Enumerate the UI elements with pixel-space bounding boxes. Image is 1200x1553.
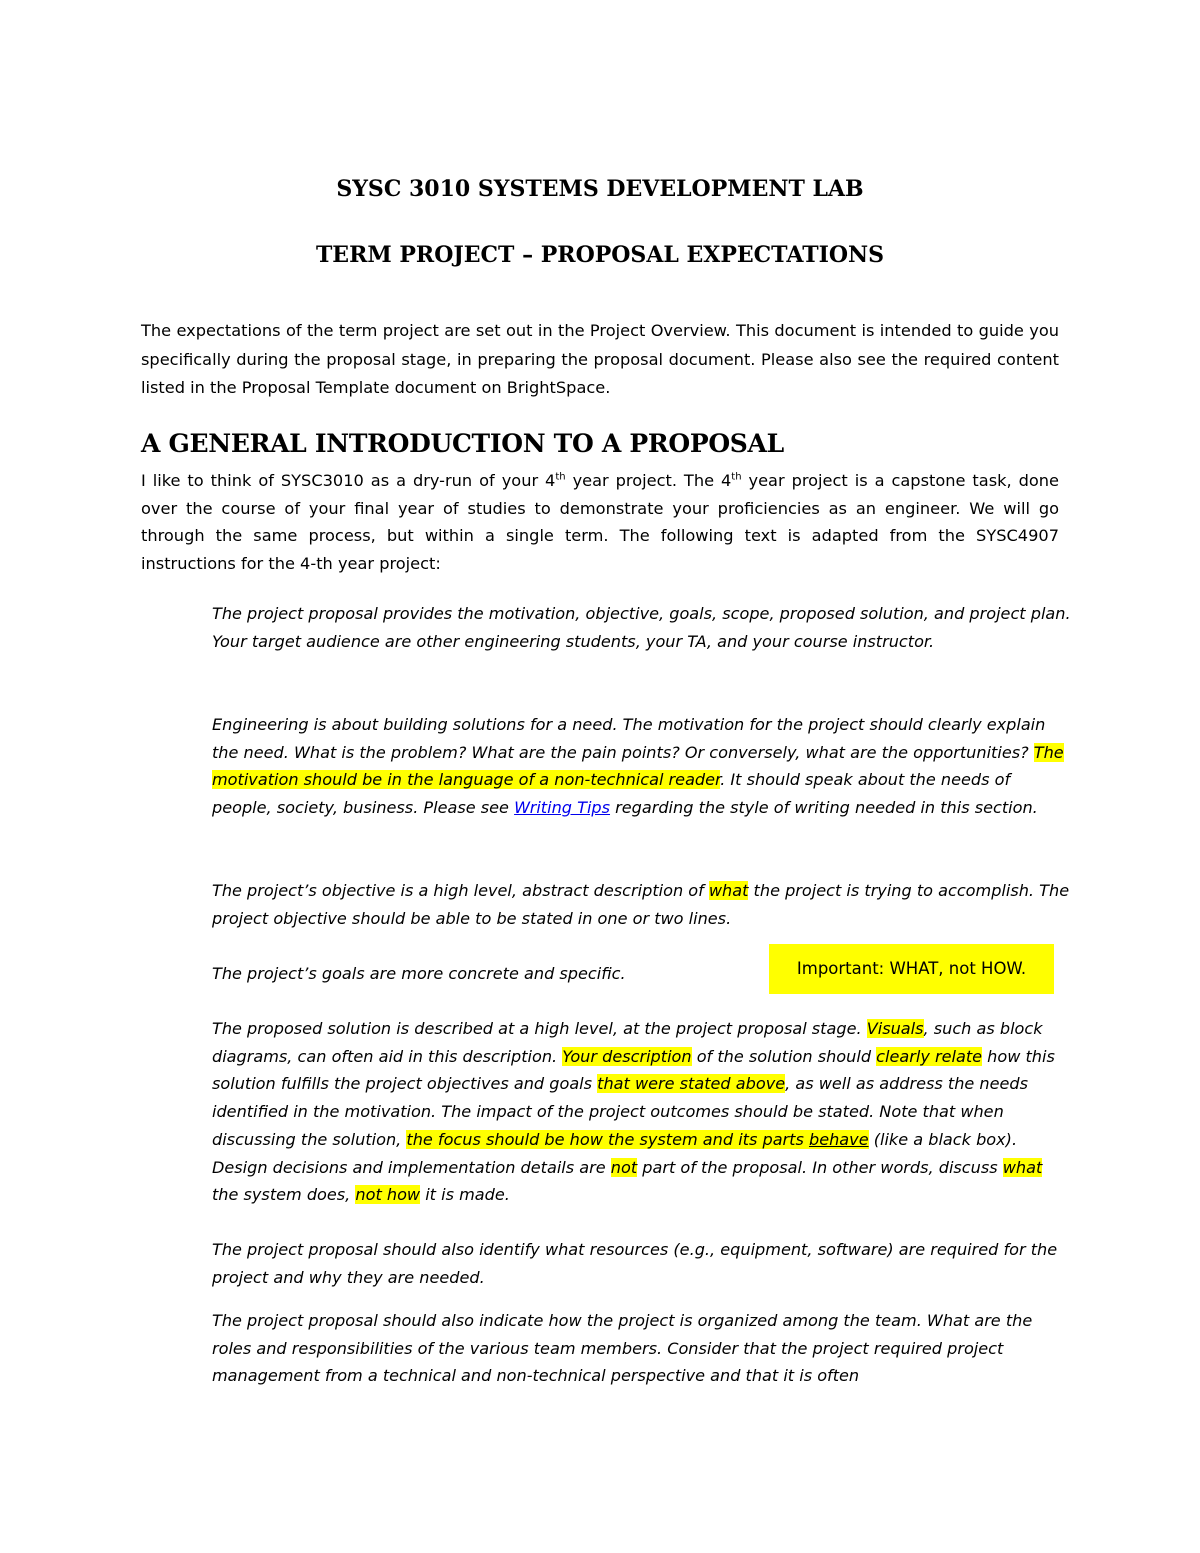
quote-paragraph-objective: The project’s objective is a high level, abstract description of what the project is trying to accomplish. The project objective should be able to be stated in one or two lines. <box>212 881 1070 928</box>
highlight: what <box>708 881 749 900</box>
intro-to-proposal-paragraph: I like to think of SYSC3010 as a dry-run of your 4th year project. The 4th year project is a capstone task, done over the course of your final year of studies to demonstrate your proficiencies as an engineer. We will go through the same process, but within a single term. The following text is adapted from the SYSC4907 instructions for the 4-th year project: <box>141 471 1060 573</box>
quote-paragraph-goals: The project’s goals are more concrete and specific. <box>212 964 626 983</box>
writing-tips-link[interactable]: Writing Tips <box>514 798 611 818</box>
section-heading: A GENERAL INTRODUCTION TO A PROPOSAL <box>141 429 784 458</box>
quote-paragraph-resources: The project proposal should also identify what resources (e.g., equipment, software) are required for the project and why they are needed. <box>212 1240 1058 1287</box>
document-subtitle: TERM PROJECT – PROPOSAL EXPECTATIONS <box>315 242 885 268</box>
quote-paragraph-motivation: Engineering is about building solutions for a need. The motivation for the project should clearly explain the need. What is the problem? What are the pain points? Or conversely, what are the opportunities? The motivation should be in the language of a non-technical reader. It should speak about the needs of people, society, business. Please see Writing Tips regarding the style of writing needed in this section. <box>212 715 1064 818</box>
highlight: The motivation should be in the language of a non-technical reader <box>212 742 1064 790</box>
important-callout: Important: WHAT, not HOW. <box>769 944 1054 994</box>
intro-paragraph: The expectations of the term project are set out in the Project Overview. This document is intended to guide you specifically during the proposal stage, in preparing the proposal document. Please also see the required content listed in the Proposal Template document on BrightSpace. <box>141 321 1059 398</box>
quote-paragraph-organization: The project proposal should also indicate how the project is organized among the team. What are the roles and responsibilities of the various team members. Consider that the project required project management from a technical and non-technical perspective and that it is often <box>212 1311 1033 1386</box>
document-title: SYSC 3010 SYSTEMS DEVELOPMENT LAB <box>336 176 864 202</box>
quote-paragraph-solution: The proposed solution is described at a high level, at the project proposal stage. Visuals, such as block diagrams, can often aid in this description. Your description of the solution should clearly relate how this solution fulfills the project objectives and goals that were stated above, as well as address the needs identified in the motivation. The impact of the project outcomes should be stated. Note that when discussing the solution, the focus should be how the system and its parts behave (like a black box). Design decisions and implementation details are not part of the proposal. In other words, discuss what the system does, not how it is made. <box>212 1019 1055 1205</box>
quote-paragraph-overview: The project proposal provides the motivation, objective, goals, scope, proposed solution, and project plan. Your target audience are other engineering students, your TA, and your course instructor. <box>212 604 1071 651</box>
